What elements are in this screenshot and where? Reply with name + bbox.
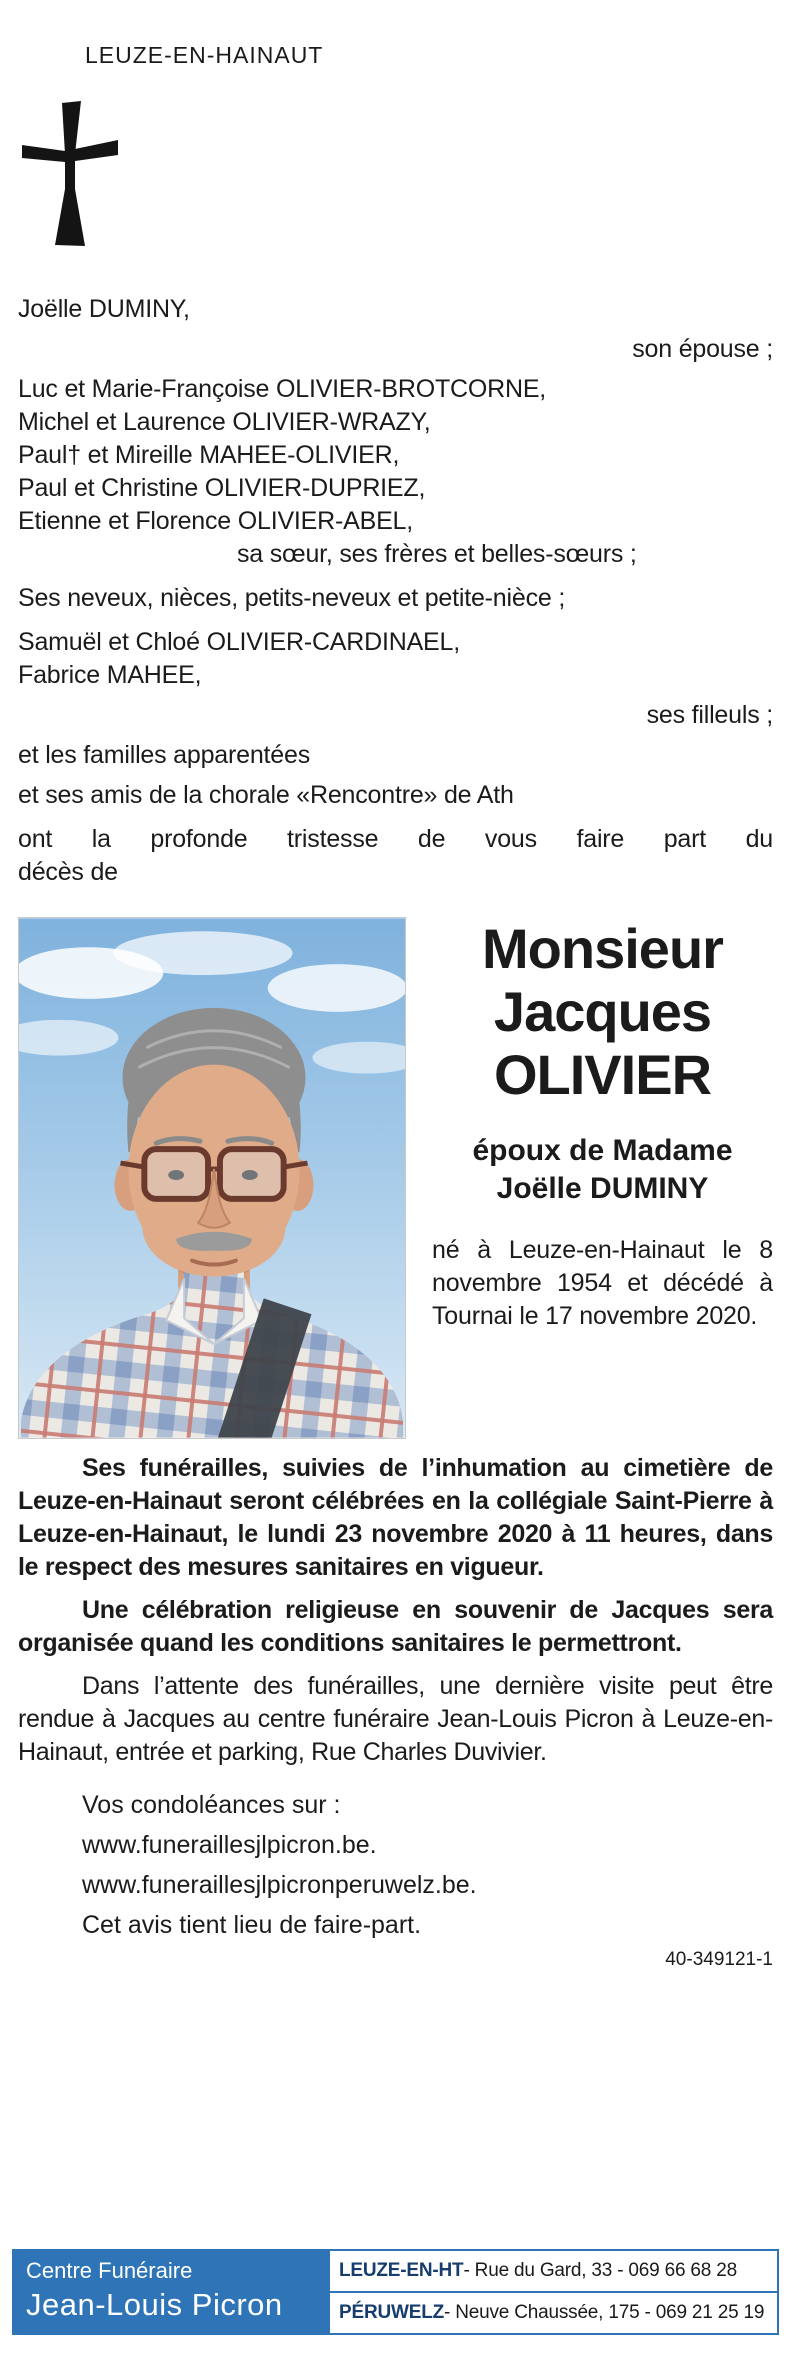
- intro-line: Fabrice MAHEE,: [18, 661, 202, 689]
- notice-reference-number: 40-349121-1: [665, 1949, 773, 1970]
- funeral-home-brand: [12, 2249, 328, 2335]
- spouse-block: [432, 1132, 773, 1208]
- death-notice-document: [0, 42, 791, 1971]
- intro-line: et les familles apparentées: [18, 741, 310, 769]
- office-details: - Rue du Gard, 33 - 069 66 68 28: [463, 2260, 737, 2281]
- intro-line: son épouse ;: [632, 335, 773, 363]
- deceased-section: [18, 917, 773, 1439]
- family-intro: [18, 293, 773, 889]
- intro-line: sa sœur, ses frères et belles-sœurs ;: [237, 540, 637, 568]
- location-header: LEUZE-EN-HAINAUT: [85, 42, 324, 68]
- celebration-paragraph: Une célébration religieuse en souvenir de Jacques sera organisée quand les conditions sanitaires le permettront.: [18, 1596, 773, 1657]
- life-dates: né à Leuze-en-Hainaut le 8 novembre 1954 et décédé à Tournai le 17 novembre 2020.: [432, 1236, 773, 1330]
- deceased-identity: [432, 917, 773, 1439]
- spouse-line-2: Joëlle DUMINY: [496, 1172, 709, 1205]
- office-row-peruwelz: [330, 2291, 777, 2333]
- funeral-home-footer: [12, 2249, 779, 2335]
- brand-line-1: Centre Funéraire: [26, 2258, 193, 2283]
- condolences-block: [18, 1785, 773, 1945]
- intro-line: et ses amis de la chorale «Rencontre» de Ath: [18, 781, 514, 809]
- visit-paragraph: Dans l’attente des funérailles, une dernière visite peut être rendue à Jacques au centre funéraire Jean-Louis Picron à Leuze-en-Hainaut, entrée et parking, Rue Charles Duvivier.: [18, 1672, 773, 1766]
- brand-line-2: Jean-Louis Picron: [26, 2287, 283, 2322]
- website-url-2: www.funeraillesjlpicronperuwelz.be.: [82, 1871, 477, 1899]
- spouse-line-1: époux de Madame: [472, 1134, 733, 1167]
- intro-line: Paul† et Mireille MAHEE-OLIVIER,: [18, 441, 400, 469]
- intro-line: décès de: [18, 858, 118, 886]
- intro-line: Samuël et Chloé OLIVIER-CARDINAEL,: [18, 628, 460, 656]
- deceased-last-name: OLIVIER: [493, 1043, 712, 1106]
- intro-line: Joëlle DUMINY,: [18, 295, 190, 323]
- intro-line: Luc et Marie-Françoise OLIVIER-BROTCORNE,: [18, 375, 547, 403]
- deceased-title: Monsieur: [482, 917, 723, 980]
- deceased-first-name: Jacques: [493, 980, 712, 1043]
- funeral-paragraph: Ses funérailles, suivies de l’inhumation au cimetière de Leuze-en-Hainaut seront célébrées en la collégiale Saint-Pierre à Leuze-en-Hainaut, le lundi 23 novembre 2020 à 11 heures, dans le respect des mesures sanitaires en vigueur.: [18, 1454, 773, 1581]
- intro-line: Michel et Laurence OLIVIER-WRAZY,: [18, 408, 431, 436]
- office-row-leuze: [330, 2251, 777, 2291]
- intro-line: Etienne et Florence OLIVIER-ABEL,: [18, 507, 413, 535]
- intro-line: ses filleuls ;: [646, 701, 773, 729]
- intro-line: Paul et Christine OLIVIER-DUPRIEZ,: [18, 474, 426, 502]
- intro-line: Ses neveux, nièces, petits-neveux et petite-nièce ;: [18, 584, 566, 612]
- office-city: LEUZE-EN-HT: [339, 2260, 464, 2281]
- deceased-photo: [18, 917, 406, 1439]
- website-url-1: www.funeraillesjlpicron.be.: [82, 1831, 377, 1859]
- cross-icon: [18, 99, 122, 249]
- condolences-label: Vos condoléances sur :: [82, 1791, 341, 1819]
- intro-line: ont la profonde tristesse de vous faire part du: [18, 825, 773, 853]
- notice-line: Cet avis tient lieu de faire-part.: [82, 1911, 422, 1939]
- office-list: [328, 2249, 779, 2335]
- office-details: - Neuve Chaussée, 175 - 069 21 25 19: [444, 2302, 765, 2323]
- office-city: PÉRUWELZ: [339, 2302, 445, 2323]
